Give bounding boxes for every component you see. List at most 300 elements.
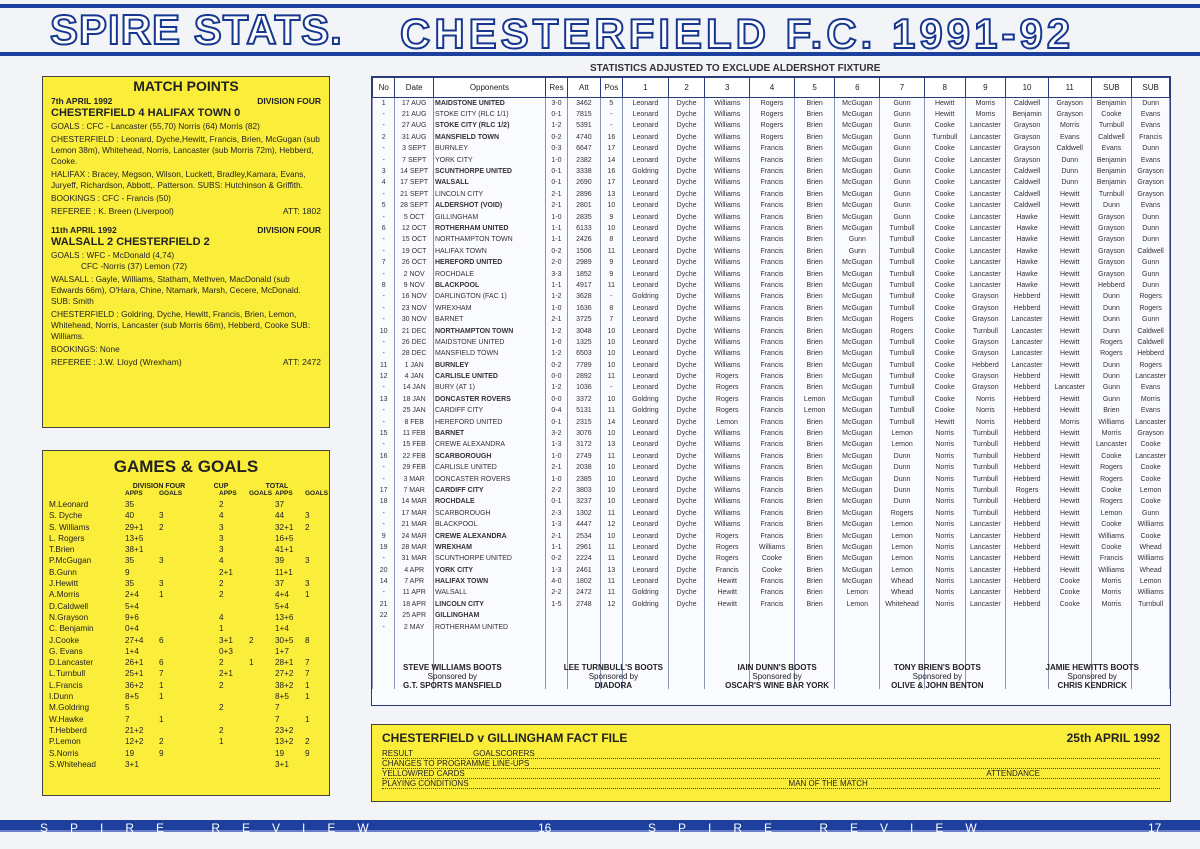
- table-cell: [835, 621, 880, 632]
- table-cell: Dunn: [880, 462, 925, 473]
- table-cell: Brien: [794, 314, 835, 325]
- table-cell: Brien: [794, 177, 835, 188]
- table-cell: Francis: [750, 576, 795, 587]
- table-cell: Grayson: [1091, 257, 1132, 268]
- table-cell: Norris: [924, 542, 965, 553]
- player-name: C. Benjamin: [49, 624, 94, 634]
- table-cell: Turnbull: [1091, 189, 1132, 200]
- table-cell: Williams: [705, 473, 750, 484]
- table-cell: Francis: [750, 246, 795, 257]
- date-cell: 12 OCT: [395, 223, 434, 234]
- opponent-cell: BLACKPOOL: [433, 280, 545, 291]
- date-cell: 5 OCT: [395, 211, 434, 222]
- player-name: S. Williams: [49, 522, 90, 532]
- table-cell: Dyche: [668, 246, 705, 257]
- table-cell: Lancaster: [965, 211, 1006, 222]
- stat-cell: [249, 544, 275, 555]
- stat-cell: [305, 646, 331, 657]
- stat-cell: 44: [275, 511, 285, 521]
- opponent-cell: SCUNTHORPE UNITED: [433, 166, 545, 177]
- table-cell: Brien: [794, 553, 835, 564]
- table-cell: 15: [373, 428, 395, 439]
- table-cell: 3462: [568, 98, 601, 109]
- table-cell: 18: [373, 496, 395, 507]
- table-cell: Lancaster: [1132, 451, 1170, 462]
- match-1-referee-row: [51, 206, 321, 217]
- table-cell: -: [600, 382, 622, 393]
- table-cell: 2426: [568, 234, 601, 245]
- table-cell: Leonard: [623, 565, 669, 576]
- stat-cell: 3: [305, 556, 310, 566]
- table-cell: McGugan: [835, 223, 880, 234]
- table-cell: Dyche: [668, 542, 705, 553]
- table-cell: 0-1: [545, 177, 567, 188]
- stat-cell: 1: [159, 714, 164, 724]
- table-cell: McGugan: [835, 542, 880, 553]
- table-cell: Cooke: [750, 553, 795, 564]
- opponent-cell: SCARBOROUGH: [433, 451, 545, 462]
- stat-cell: 1: [219, 737, 224, 747]
- table-cell: Goldring: [623, 405, 669, 416]
- table-cell: Leonard: [623, 154, 669, 165]
- column-header: SUB: [1091, 78, 1132, 98]
- stat-cell: 3: [159, 511, 164, 521]
- table-cell: Brien: [794, 485, 835, 496]
- table-cell: Norris: [924, 576, 965, 587]
- table-cell: 10: [600, 462, 622, 473]
- table-cell: 2472: [568, 587, 601, 598]
- stat-cell: 19: [125, 748, 135, 758]
- table-cell: 2989: [568, 257, 601, 268]
- table-cell: Hewitt: [1048, 325, 1091, 336]
- table-cell: 11: [600, 451, 622, 462]
- column-header: 3: [705, 78, 750, 98]
- table-cell: Cooke: [924, 166, 965, 177]
- table-cell: Francis: [750, 428, 795, 439]
- table-cell: Rogers: [1132, 303, 1170, 314]
- fixture-row: [373, 132, 1170, 143]
- table-cell: 0-0: [545, 371, 567, 382]
- opponent-cell: WALSALL: [433, 177, 545, 188]
- fixture-row: [373, 109, 1170, 120]
- stat-cell: 2: [219, 680, 224, 690]
- table-cell: Dyche: [668, 200, 705, 211]
- table-cell: McGugan: [835, 496, 880, 507]
- games-goals-box: [42, 450, 330, 796]
- table-cell: 16: [600, 132, 622, 143]
- table-cell: Hebberd: [1006, 565, 1049, 576]
- fact-file-box: [371, 724, 1171, 802]
- games-goals-row: [49, 635, 323, 646]
- date-cell: 17 MAR: [395, 508, 434, 519]
- games-goals-row: [49, 510, 323, 521]
- fact-conditions-label: PLAYING CONDITIONS: [382, 779, 469, 788]
- table-cell: Benjamin: [1091, 98, 1132, 109]
- table-cell: 10: [600, 348, 622, 359]
- table-cell: Hebberd: [1091, 280, 1132, 291]
- table-cell: [1132, 621, 1170, 632]
- table-cell: Brien: [794, 587, 835, 598]
- table-cell: Williams: [705, 428, 750, 439]
- table-cell: Evans: [1132, 154, 1170, 165]
- table-cell: 0-2: [545, 132, 567, 143]
- table-cell: Williams: [705, 462, 750, 473]
- table-cell: 2748: [568, 599, 601, 610]
- stat-cell: 26+1: [125, 658, 144, 668]
- stat-cell: 3: [219, 533, 224, 543]
- header-band: [0, 0, 1200, 60]
- table-cell: [1091, 610, 1132, 621]
- table-cell: Benjamin: [1006, 109, 1049, 120]
- date-cell: 27 AUG: [395, 120, 434, 131]
- table-cell: 14: [600, 154, 622, 165]
- table-cell: Williams: [1132, 587, 1170, 598]
- stat-cell: 1: [159, 590, 164, 600]
- fixture-row: [373, 451, 1170, 462]
- table-cell: 6647: [568, 143, 601, 154]
- stat-cell: 7: [305, 658, 310, 668]
- table-cell: Hawke: [1006, 211, 1049, 222]
- match-2-referee: REFEREE : J.W. Lloyd (Wrexham): [51, 357, 182, 367]
- table-cell: -: [373, 303, 395, 314]
- table-cell: 16: [373, 451, 395, 462]
- stat-cell: 1: [219, 624, 224, 634]
- table-cell: 1302: [568, 508, 601, 519]
- table-cell: 2961: [568, 542, 601, 553]
- table-cell: Gunn: [880, 143, 925, 154]
- table-cell: 14: [600, 416, 622, 427]
- table-cell: Francis: [750, 462, 795, 473]
- table-cell: Norris: [924, 508, 965, 519]
- table-cell: Turnbull: [880, 394, 925, 405]
- stat-cell: [305, 533, 331, 544]
- table-cell: Grayson: [1006, 120, 1049, 131]
- table-cell: Gunn: [880, 200, 925, 211]
- table-cell: McGugan: [835, 280, 880, 291]
- table-cell: Lancaster: [965, 257, 1006, 268]
- boot-sponsor-line2: Sponsored by: [588, 672, 639, 681]
- player-name: J.Hewitt: [49, 579, 79, 589]
- table-cell: Hewitt: [1048, 337, 1091, 348]
- stat-cell: 2+1: [219, 669, 233, 679]
- table-cell: 7: [600, 314, 622, 325]
- table-cell: Lancaster: [1006, 359, 1049, 370]
- player-name: D.Lancaster: [49, 658, 94, 668]
- table-cell: Norris: [924, 462, 965, 473]
- boot-sponsor-line2: Sponsored by: [752, 672, 802, 681]
- table-cell: Lemon: [880, 542, 925, 553]
- table-cell: Leonard: [623, 120, 669, 131]
- table-cell: Dyche: [668, 325, 705, 336]
- table-cell: 0-0: [545, 394, 567, 405]
- footer-right-text: SPIRE REVIEW: [648, 821, 999, 835]
- table-cell: Leonard: [623, 98, 669, 109]
- table-cell: Lancaster: [965, 519, 1006, 530]
- table-cell: Hewitt: [1048, 519, 1091, 530]
- table-cell: 1036: [568, 382, 601, 393]
- player-name: I.Dunn: [49, 692, 74, 702]
- stat-cell: 5+4: [125, 601, 139, 611]
- table-cell: Hebberd: [1006, 291, 1049, 302]
- table-cell: McGugan: [835, 189, 880, 200]
- stat-cell: 4: [219, 556, 224, 566]
- table-cell: Hewitt: [1048, 530, 1091, 541]
- fixture-row: [373, 337, 1170, 348]
- games-goals-row: [49, 612, 323, 623]
- stat-cell: 2+1: [219, 567, 233, 577]
- table-cell: Evans: [1048, 132, 1091, 143]
- opponent-cell: MANSFIELD TOWN: [433, 132, 545, 143]
- table-cell: Dunn: [1132, 223, 1170, 234]
- table-cell: Dyche: [668, 268, 705, 279]
- fixture-row: [373, 120, 1170, 131]
- table-cell: Benjamin: [1091, 166, 1132, 177]
- fixture-row: [373, 473, 1170, 484]
- table-cell: Francis: [750, 200, 795, 211]
- table-cell: Dyche: [668, 530, 705, 541]
- table-cell: Williams: [705, 177, 750, 188]
- table-cell: Williams: [750, 542, 795, 553]
- table-cell: Brien: [794, 530, 835, 541]
- table-cell: 2-1: [545, 530, 567, 541]
- page-number-right: 17: [1148, 821, 1162, 835]
- player-name: T.Hebberd: [49, 725, 87, 735]
- club-season-title: CHESTERFIELD F.C. 1991-92: [400, 10, 1075, 57]
- games-goals-row: [49, 736, 323, 747]
- table-cell: Cooke: [924, 223, 965, 234]
- date-cell: 7 MAR: [395, 485, 434, 496]
- date-cell: 28 SEPT: [395, 200, 434, 211]
- table-cell: Cooke: [924, 200, 965, 211]
- table-cell: 10: [600, 485, 622, 496]
- table-cell: Brien: [794, 576, 835, 587]
- stat-cell: 8+5: [275, 692, 289, 702]
- match-1-attendance: ATT: 1802: [282, 206, 321, 216]
- table-cell: Leonard: [623, 200, 669, 211]
- table-cell: Leonard: [623, 382, 669, 393]
- table-cell: Norris: [924, 473, 965, 484]
- stat-cell: 30+5: [275, 635, 294, 645]
- stat-cell: 23+2: [275, 725, 294, 735]
- table-cell: Hebberd: [1006, 303, 1049, 314]
- table-cell: McGugan: [835, 143, 880, 154]
- table-cell: 2-3: [545, 508, 567, 519]
- opponent-cell: ROCHDALE: [433, 268, 545, 279]
- date-cell: 31 AUG: [395, 132, 434, 143]
- table-cell: Gunn: [1132, 508, 1170, 519]
- table-cell: Brien: [794, 508, 835, 519]
- table-cell: Francis: [750, 416, 795, 427]
- fixture-row: [373, 166, 1170, 177]
- stat-cell: [159, 623, 193, 634]
- stat-cell: 3: [219, 545, 224, 555]
- table-cell: Williams: [705, 98, 750, 109]
- table-cell: Dunn: [880, 485, 925, 496]
- table-cell: Cooke: [924, 246, 965, 257]
- stat-cell: 4: [219, 511, 224, 521]
- table-cell: 1852: [568, 268, 601, 279]
- table-cell: Francis: [750, 154, 795, 165]
- table-cell: Turnbull: [880, 280, 925, 291]
- table-cell: 17: [373, 485, 395, 496]
- table-cell: Morris: [1048, 120, 1091, 131]
- table-cell: 9: [600, 257, 622, 268]
- fact-motm-label: MAN OF THE MATCH: [788, 779, 868, 788]
- table-cell: 10: [600, 428, 622, 439]
- table-cell: Leonard: [623, 223, 669, 234]
- table-cell: Williams: [705, 246, 750, 257]
- table-cell: Brien: [794, 303, 835, 314]
- table-cell: Hebberd: [1006, 508, 1049, 519]
- opponent-cell: LINCOLN CITY: [433, 599, 545, 610]
- fixture-row: [373, 405, 1170, 416]
- table-cell: Hewitt: [924, 416, 965, 427]
- fixture-row: [373, 542, 1170, 553]
- table-cell: Williams: [705, 451, 750, 462]
- fixture-row: [373, 325, 1170, 336]
- table-cell: 11: [600, 576, 622, 587]
- fact-changes-line: [382, 759, 1160, 769]
- table-cell: 1-0: [545, 303, 567, 314]
- fact-attendance-label: ATTENDANCE: [986, 769, 1040, 778]
- table-cell: Hewitt: [1048, 303, 1091, 314]
- table-cell: Cooke: [1132, 496, 1170, 507]
- boot-sponsor-line3: G.T. SPORTS MANSFIELD: [403, 681, 502, 690]
- table-cell: 11: [373, 359, 395, 370]
- table-cell: Rogers: [1091, 337, 1132, 348]
- opponent-cell: CREWE ALEXANDRA: [433, 439, 545, 450]
- stat-cell: 5: [125, 703, 130, 713]
- table-cell: Cooke: [924, 211, 965, 222]
- table-cell: Dunn: [1091, 200, 1132, 211]
- date-cell: 3 MAR: [395, 473, 434, 484]
- table-cell: Leonard: [623, 325, 669, 336]
- date-cell: 18 JAN: [395, 394, 434, 405]
- games-goals-group-header: [49, 483, 323, 490]
- table-cell: Turnbull: [880, 348, 925, 359]
- stat-cell: 3+1: [275, 759, 289, 769]
- table-cell: Rogers: [1091, 473, 1132, 484]
- table-cell: Brien: [794, 371, 835, 382]
- table-cell: 1-2: [545, 382, 567, 393]
- table-cell: Francis: [750, 496, 795, 507]
- table-cell: [705, 610, 750, 621]
- table-cell: Cooke: [924, 143, 965, 154]
- stat-cell: [249, 555, 275, 566]
- table-cell: Hebberd: [1006, 519, 1049, 530]
- table-cell: -: [373, 211, 395, 222]
- table-cell: -: [373, 109, 395, 120]
- table-cell: Hewitt: [1048, 371, 1091, 382]
- table-cell: Hewitt: [1048, 473, 1091, 484]
- fact-result-line: [382, 749, 1160, 759]
- table-cell: [880, 610, 925, 621]
- stat-cell: [159, 759, 193, 770]
- stat-cell: [249, 702, 275, 713]
- opponent-cell: NORTHAMPTON TOWN: [433, 325, 545, 336]
- table-cell: Leonard: [623, 314, 669, 325]
- boot-sponsor-line1: TONY BRIEN'S BOOTS: [893, 663, 981, 672]
- table-cell: 13: [600, 565, 622, 576]
- table-cell: Brien: [794, 496, 835, 507]
- table-cell: Turnbull: [880, 268, 925, 279]
- table-cell: Turnbull: [880, 416, 925, 427]
- table-cell: Lancaster: [1091, 439, 1132, 450]
- date-cell: 23 NOV: [395, 303, 434, 314]
- match-2-referee-row: [51, 357, 321, 368]
- table-cell: 10: [373, 325, 395, 336]
- match-2-score: WALSALL 2 CHESTERFIELD 2: [51, 236, 210, 248]
- table-cell: 2896: [568, 189, 601, 200]
- table-cell: Francis: [750, 451, 795, 462]
- games-goals-row: [49, 567, 323, 578]
- table-cell: 2749: [568, 451, 601, 462]
- table-cell: McGugan: [835, 109, 880, 120]
- table-cell: Leonard: [623, 109, 669, 120]
- table-cell: Brien: [794, 416, 835, 427]
- table-cell: Brien: [794, 291, 835, 302]
- table-cell: Hewitt: [1048, 234, 1091, 245]
- opponent-cell: HALIFAX TOWN: [433, 246, 545, 257]
- table-cell: Brien: [794, 382, 835, 393]
- date-cell: 15 OCT: [395, 234, 434, 245]
- table-cell: 3-2: [545, 428, 567, 439]
- stat-cell: [249, 601, 275, 612]
- table-cell: Dyche: [668, 337, 705, 348]
- date-cell: 3 SEPT: [395, 143, 434, 154]
- table-cell: Dyche: [668, 382, 705, 393]
- table-cell: Cooke: [750, 565, 795, 576]
- date-cell: 2 NOV: [395, 268, 434, 279]
- opponent-cell: CARDIFF CITY: [433, 405, 545, 416]
- table-cell: Hawke: [1006, 257, 1049, 268]
- table-cell: Francis: [750, 291, 795, 302]
- column-header: Opponents: [433, 78, 545, 98]
- table-cell: Francis: [750, 189, 795, 200]
- table-cell: Morris: [1091, 587, 1132, 598]
- boot-sponsors: [372, 657, 1170, 705]
- table-cell: Turnbull: [1132, 599, 1170, 610]
- table-cell: [794, 621, 835, 632]
- table-cell: Brien: [794, 234, 835, 245]
- player-name: W.Hawke: [49, 714, 84, 724]
- table-cell: Francis: [750, 599, 795, 610]
- table-cell: Caldwell: [1132, 337, 1170, 348]
- table-cell: 3048: [568, 325, 601, 336]
- table-cell: McGugan: [835, 530, 880, 541]
- table-cell: Cooke: [924, 291, 965, 302]
- table-cell: Hawke: [1006, 280, 1049, 291]
- table-cell: Leonard: [623, 462, 669, 473]
- table-cell: 2-1: [545, 200, 567, 211]
- opponent-cell: ROCHDALE: [433, 496, 545, 507]
- table-cell: Williams: [705, 314, 750, 325]
- boot-sponsor-line1: JAMIE HEWITTS BOOTS: [1045, 663, 1139, 672]
- table-cell: Caldwell: [1132, 246, 1170, 257]
- table-cell: Norris: [965, 416, 1006, 427]
- table-cell: 11: [600, 587, 622, 598]
- fixture-row: [373, 234, 1170, 245]
- games-goals-row: [49, 555, 323, 566]
- table-cell: Morris: [1091, 428, 1132, 439]
- stat-cell: 1: [305, 714, 310, 724]
- fixture-row: [373, 211, 1170, 222]
- table-cell: McGugan: [835, 382, 880, 393]
- stat-cell: 40: [125, 511, 135, 521]
- fixture-row: [373, 587, 1170, 598]
- date-cell: 2 MAY: [395, 621, 434, 632]
- table-cell: Brien: [794, 132, 835, 143]
